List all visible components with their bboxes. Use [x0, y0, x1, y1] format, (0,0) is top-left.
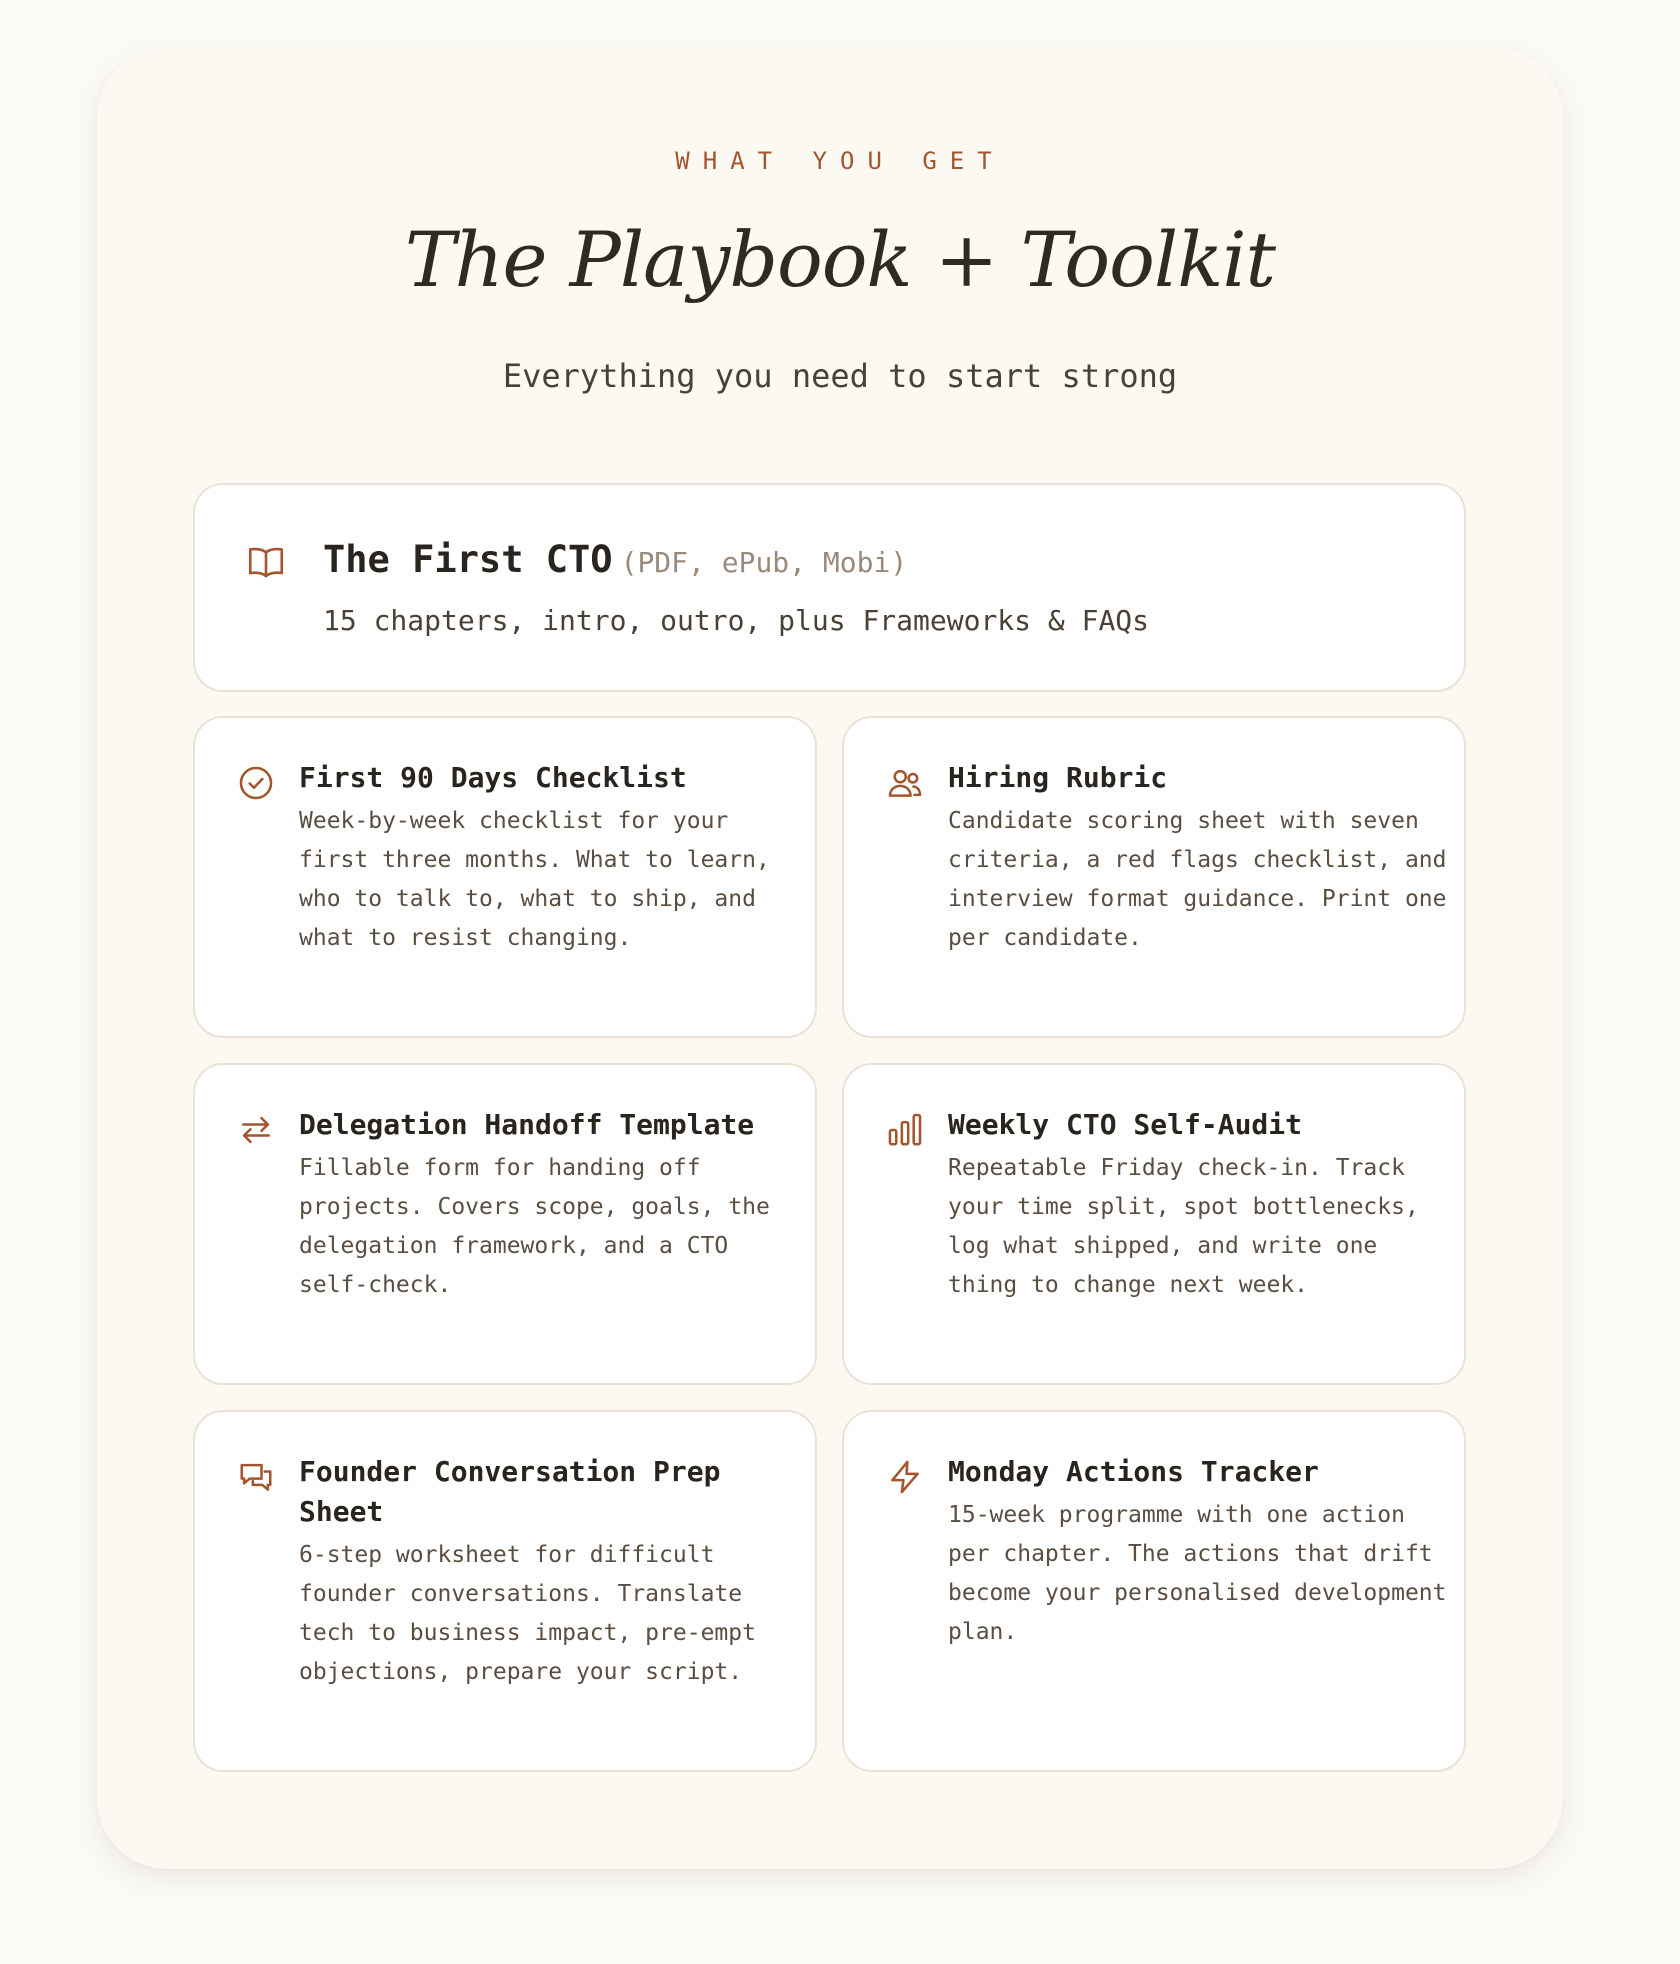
toolkit-item-description: Week-by-week checklist for your first three months. What to learn, who to talk to, what to ship, and what to resist changing. [299, 808, 770, 951]
bar-chart-icon [886, 1111, 924, 1149]
playbook-name: The First CTO [323, 538, 613, 581]
toolkit-item-title: Delegation Handoff Template [299, 1108, 755, 1141]
section-subtitle: Everything you need to start strong [502, 357, 1178, 395]
toolkit-item-card [193, 1410, 817, 1772]
playbook-formats: (PDF, ePub, Mobi) [620, 546, 908, 579]
toolkit-item-description: Candidate scoring sheet with seven criteria, a red flags checklist, and interview format guidance. Print one per candidate. [948, 808, 1447, 951]
toolkit-item-description: 6-step worksheet for difficult founder conversations. Translate tech to business impact, pre-empt objections, prepare your script. [299, 1542, 756, 1685]
playbook-description: 15 chapters, intro, outro, plus Frameworks & FAQs [323, 604, 1150, 637]
section-title: The Playbook + Toolkit [404, 215, 1276, 304]
chat-bubbles-icon [237, 1458, 275, 1496]
section-eyebrow: WHAT YOU GET [675, 147, 1005, 175]
toolkit-item-title: Hiring Rubric [948, 761, 1168, 794]
toolkit-item-card [842, 716, 1466, 1038]
toolkit-item-card [842, 1063, 1466, 1385]
toolkit-item-description: 15-week programme with one action per chapter. The actions that drift become your personalised development plan. [948, 1502, 1447, 1645]
toolkit-item-card [193, 716, 817, 1038]
toolkit-item-card [842, 1410, 1466, 1772]
toolkit-item-title: Founder Conversation Prep Sheet [299, 1455, 721, 1528]
toolkit-item-title: Weekly CTO Self-Audit [948, 1108, 1303, 1141]
lightning-icon [886, 1458, 924, 1496]
toolkit-item-title: First 90 Days Checklist [299, 761, 687, 794]
playbook-title [323, 537, 907, 586]
toolkit-item-card [193, 1063, 817, 1385]
toolkit-item-title: Monday Actions Tracker [948, 1455, 1319, 1488]
toolkit-item-description: Fillable form for handing off projects. Covers scope, goals, the delegation framework, and a CTO self-check. [299, 1155, 770, 1298]
playbook-card [193, 483, 1466, 692]
check-circle-icon [237, 764, 275, 802]
users-icon [886, 764, 924, 802]
toolkit-item-description: Repeatable Friday check-in. Track your time split, spot bottlenecks, log what shipped, and write one thing to change next week. [948, 1155, 1419, 1298]
arrows-exchange-icon [237, 1111, 275, 1149]
book-icon [245, 541, 287, 583]
